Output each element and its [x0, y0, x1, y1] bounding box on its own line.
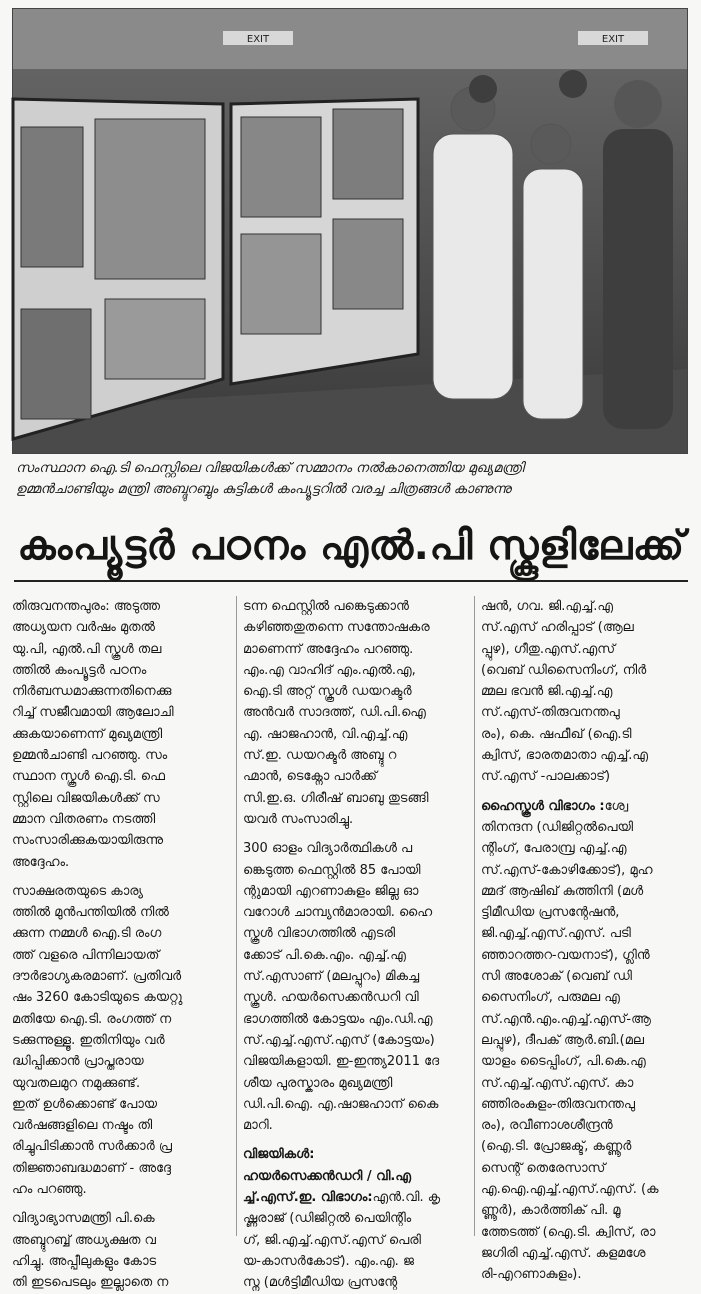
article-column-2	[243, 596, 469, 1291]
text-line: സ്കൂൾ വിഭാഗത്തിൽ എടരി	[243, 926, 396, 942]
text-line: ത്തേടത്ത് (ഐ.ടി. ക്വിസ്, രാ	[481, 1224, 656, 1240]
text-line: യവർ സംസാരിച്ചു.	[243, 811, 354, 827]
text-line: (ഐ.ടി. പ്രോജക്ട്, കണ്ണൂർ	[481, 1139, 632, 1155]
text-line: സ്.എച്ച്.എസ്.എസ്. കാ	[481, 1075, 634, 1091]
text-line: സ്.എൻ.എം.എച്ച്.എസ്-ആ	[481, 1011, 651, 1027]
paragraph	[243, 596, 469, 830]
text-line: സെന്റ് തെരേസാസ്	[481, 1160, 606, 1176]
article-column-3	[481, 596, 691, 1283]
text-line: ക്കുന്ന നമ്മൾ ഐ.ടി രംഗ	[12, 926, 162, 942]
text-line: സ്.എച്ച്.എസ്.എസ് (കോട്ടയം)	[243, 1032, 435, 1048]
text-line: ഷൻ, ഗവ. ജി.എച്ച്.എ	[481, 599, 614, 614]
text-line: അദ്ദേഹം.	[12, 854, 70, 870]
text-line: മ്മദ് ആഷിഖ് കുത്തിനി (മൾ	[481, 883, 644, 899]
text-line: തിരുവനന്തപുരം: അടുത്ത	[12, 599, 161, 614]
text-line: തിജ്ഞാബദ്ധമാണ് - അദ്ദേ	[12, 1160, 171, 1176]
text-line: ത്തിൽ മുൻപന്തിയിൽ നിൽ	[12, 905, 169, 921]
text-line: രിച്ചുപിടിക്കാൻ സർക്കാർ പ്ര	[12, 1139, 172, 1155]
text-line: ഗ്, ജി.എച്ച്.എസ്.എസ് പെരി	[243, 1232, 421, 1248]
text-line: സ്ന (മൾട്ടിമീഡിയ പ്രസന്റേ	[243, 1275, 398, 1291]
text-line: എ. ഷാജഹാൻ, വി.എച്ച്.എ	[243, 726, 408, 742]
text-line: (വെബ് ഡിസൈനിംഗ്, നിർ	[481, 662, 647, 678]
text-line: ക്കോട് പി.കെ.എം. എച്ച്.എ	[243, 947, 406, 963]
news-photo	[12, 8, 688, 454]
text-line: അധ്യയന വർഷം മുതൽ	[12, 620, 156, 636]
text-line: ഹ്മാൻ, ടെക്നോ പാർക്ക്	[243, 769, 377, 785]
text-line: ഭാഗത്തിൽ കോട്ടയം എം.ഡി.എ	[243, 1011, 433, 1027]
text-line: യു.പി, എൽ.പി സ്കൂൾ തല	[12, 641, 162, 657]
paragraph	[12, 596, 232, 873]
text-line: എ.ഐ.എച്ച്.എസ്.എസ്. (ക	[481, 1182, 659, 1198]
exit-sign-1: EXIT	[246, 34, 270, 45]
paragraph	[12, 1208, 232, 1293]
text-line: മ്മാന വിതരണം നടത്തി	[12, 811, 156, 827]
text-line: ഷ്ണരാജ് (ഡിജിറ്റൽ പെയിന്റിം	[243, 1211, 412, 1227]
text-line: ടന്ന ഫെസ്റ്റിൽ പങ്കെടുക്കാൻ	[243, 599, 409, 614]
text-line: മ്മല ഭവൻ ജി.എച്ച്.എ	[481, 684, 613, 700]
winners-heading	[243, 1144, 469, 1208]
paragraph	[481, 817, 691, 1286]
text-line: മതിയേ ഐ.ടി. രംഗത്ത് ന	[12, 1011, 172, 1027]
text-line: രി-എറണാകുളം).	[481, 1267, 582, 1283]
caption-line-1: സംസ്ഥാന ഐ.ടി ഫെസ്റ്റിലെ വിജയികൾക്ക് സമ്മാനം നൽകാനെത്തിയ മുഖ്യമന്ത്രി	[16, 460, 524, 476]
text-line: യുവതലമുറ നമുക്കുണ്ട്.	[12, 1075, 141, 1091]
text-line: സ്.എസ്-കോഴിക്കോട്), മുഹ	[481, 862, 653, 878]
text-line: സ്കൂൾ. ഹയർസെക്കൻഡറി വി	[243, 990, 419, 1006]
text-line: ടക്കുന്നുള്ളൂ. ഇതിനിയും വർ	[12, 1032, 165, 1048]
text-line: യാളം ടൈപ്പിംഗ്, പി.കെ.എ	[481, 1054, 646, 1070]
text-line: കഴിഞ്ഞതുതന്നെ സന്തോഷകര	[243, 620, 430, 636]
text-line: 300 ഓളം വിദ്യാർത്ഥികൾ പ	[243, 841, 413, 857]
text-line: ന്റുമായി എറണാകുളം ജില്ല ഓ	[243, 883, 419, 899]
text-line: ദൗർഭാഗ്യകരമാണ്. പ്രതിവർ	[12, 969, 182, 985]
column-divider-1	[236, 596, 237, 1236]
text-line	[481, 796, 691, 817]
text-line: സൈനിംഗ്, പരുമല എ	[481, 990, 620, 1006]
text-line: ഡി.പി.ഐ. എ.ഷാജഹാന് കൈ	[243, 1096, 439, 1112]
winners-label: വിജയികൾ:	[243, 1147, 315, 1163]
text-fragment: എൻ.വി. കൃ	[372, 1190, 441, 1206]
highschool-heading-line	[481, 796, 691, 817]
text-line: തിനന്ദന (ഡിജിറ്റൽപെയി	[481, 819, 634, 835]
text-line: ഞ്ഞിരംകുളം-തിരുവനന്തപു	[481, 1096, 636, 1112]
text-line: മാറി.	[243, 1118, 273, 1134]
text-line: ക്വിസ്, ഭാരതമാതാ എച്ച്.എ	[481, 748, 649, 764]
text-line: വറോൾ ചാമ്പ്യൻമാരായി. ഹൈ	[243, 905, 433, 921]
text-line: വിദ്യാഭ്യാസമന്ത്രി പി.കെ	[12, 1211, 155, 1227]
paragraph	[12, 881, 232, 1200]
text-line: ണ്ണൂർ), കാർത്തിക് പി. മൂ	[481, 1203, 621, 1219]
text-line: ന്റിംഗ്, പേരാമ്പ്ര എച്ച്.എ	[481, 841, 627, 857]
text-line: ദ്ധിപ്പിക്കാൻ പ്രാപ്തരായ	[12, 1054, 144, 1070]
text-line: ഇത് ഉൾക്കൊണ്ട് പോയ	[12, 1096, 158, 1112]
article-column-1	[12, 596, 232, 1291]
text-line: പ്പുഴ), ഗീതു.എസ്.എസ്	[481, 641, 616, 657]
text-line: നിർബന്ധമാക്കുന്നതിനെക്കു	[12, 684, 172, 700]
text-line: വർഷങ്ങളിലെ നഷ്ടം തി	[12, 1118, 153, 1134]
text-line: സാക്ഷരതയുടെ കാര്യ	[12, 883, 143, 899]
text-line: തി ഇടപെടലും ഇല്ലാതെ ന	[12, 1275, 169, 1291]
text-line: രം), രവീണാശശീന്ദ്രൻ	[481, 1118, 613, 1134]
highschool-heading: ഹൈസ്കൂൾ വിഭാഗം :	[481, 798, 605, 814]
headline: കംപ്യൂട്ടർ പഠനം എൽ.പി സ്കൂളിലേക്ക്	[14, 512, 688, 582]
text-line: സ്.എസ് ഹരിപ്പാട് (ആല	[481, 620, 634, 636]
text-line: ശീയ പുരസ്കാരം മുഖ്യമന്ത്രി	[243, 1075, 393, 1091]
text-line: ലപ്പുഴ), ദീപക് ആർ.ബി.(മല	[481, 1032, 645, 1048]
text-line: സ്ഥാന സ്കൂൾ ഐ.ടി. ഫെ	[12, 769, 165, 785]
text-line: അൻവർ സാദത്ത്, ഡി.പി.ഐ	[243, 705, 426, 721]
text-line: ട്ടിമീഡിയ പ്രസന്റേഷൻ,	[481, 905, 620, 921]
text-line	[243, 1187, 469, 1208]
column-divider-2	[474, 596, 475, 1236]
caption-line-2: ഉമ്മൻചാണ്ടിയും മന്ത്രി അബ്ദുറബ്ബും കുട്ടികൾ കംപ്യൂട്ടറിൽ വരച്ച ചിത്രങ്ങൾ കാണുന്നു	[16, 481, 512, 497]
text-line: മാണെന്ന് അദ്ദേഹം പറഞ്ഞു.	[243, 641, 414, 657]
text-line: രം), കെ. ഷഫീഖ് (ഐ.ടി	[481, 726, 632, 742]
text-line: ങ്കെടുത്ത ഫെസ്റ്റിൽ 85 പോയി	[243, 862, 421, 878]
category-heading: ഹയർസെക്കൻഡറി / വി.എ	[243, 1168, 411, 1184]
text-line: വിജയികളായി. ഇ-ഇന്ത്യ2011 ദേ	[243, 1054, 440, 1070]
exit-sign-2: EXIT	[601, 34, 625, 45]
text-line: ഷം 3260 കോടിയുടെ കയറ്റു	[12, 990, 183, 1006]
text-fragment: ശ്വേ	[604, 798, 629, 814]
text-line: ജഗിരി എച്ച്.എസ്. കളമശേ	[481, 1245, 646, 1261]
text-line: ഐ.ടി അറ്റ് സ്കൂൾ ഡയറക്ടർ	[243, 684, 412, 700]
paragraph	[243, 838, 469, 1136]
paragraph	[243, 1208, 469, 1293]
photo-illustration	[13, 9, 687, 453]
text-line: സ്റ്റിലെ വിജയികൾക്ക് സ	[12, 790, 160, 806]
text-line: ത്ത് വളരെ പിന്നിലായത്	[12, 947, 160, 963]
text-line: യ-കാസർകോട്). എം.എ. ജ	[243, 1253, 414, 1269]
text-line: റിച്ച് സജീവമായി ആലോചി	[12, 705, 174, 721]
photo-caption	[16, 458, 688, 500]
text-line: ജി.എച്ച്.എസ്.എസ്. പടി	[481, 926, 631, 942]
text-line: ഞ്ഞാറത്തറ-വയനാട്), ഗ്ലിൻ	[481, 947, 650, 963]
text-line: സി അശോക് (വെബ് ഡി	[481, 969, 632, 985]
text-line: സ്.എസാണ് (മലപ്പുറം) മികച്ച	[243, 969, 420, 985]
text-line: സ്.എസ്-തിരുവനന്തപു	[481, 705, 620, 721]
text-line: ഹിച്ചു. അപ്പീലുകളും കോട	[12, 1253, 157, 1269]
text-line: ഹം പറഞ്ഞു.	[12, 1182, 87, 1198]
text-line: അബ്ദുറബ്ബ് അധ്യക്ഷത വ	[12, 1232, 156, 1248]
paragraph	[481, 596, 691, 788]
category-heading-cont: ച്ച്.എസ്.ഇ. വിഭാഗം:	[243, 1190, 373, 1206]
text-line: ഉമ്മൻചാണ്ടി പറഞ്ഞു. സം	[12, 748, 168, 764]
text-line: സ്.എസ് -പാലക്കാട്)	[481, 769, 611, 785]
text-line: ത്തിൽ കംപ്യൂട്ടർ പഠനം	[12, 662, 147, 678]
text-line: സംസാരിക്കുകയായിരുന്നു	[12, 833, 164, 849]
text-line: എം.എ വാഹിദ് എം.എൽ.എ,	[243, 662, 416, 678]
text-line: സി.ഇ.ഒ. ഗിരീഷ് ബാബു തുടങ്ങി	[243, 790, 429, 806]
text-line: ക്കുകയാണെന്ന് മുഖ്യമന്ത്രി	[12, 726, 163, 742]
text-line: സ്.ഇ. ഡയറക്ടർ അബ്ദു റ	[243, 748, 397, 764]
